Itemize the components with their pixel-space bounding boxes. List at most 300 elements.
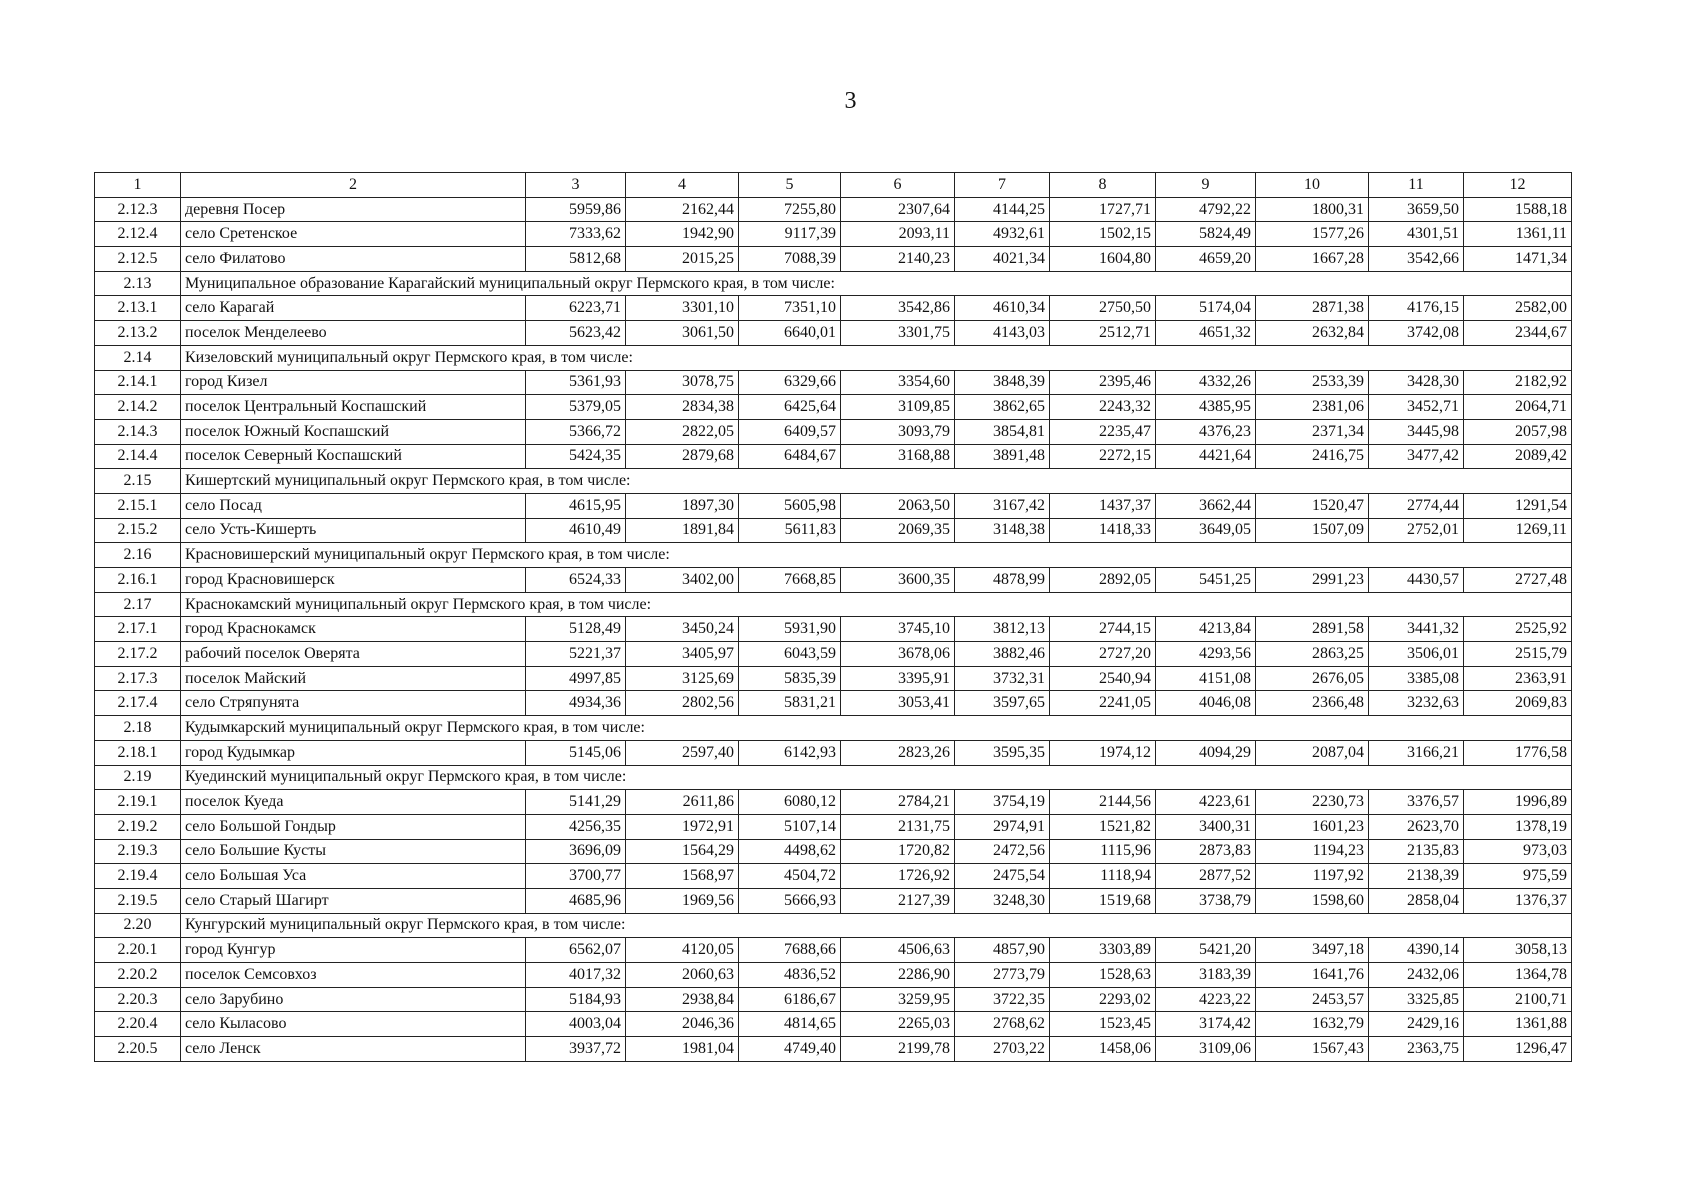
value-cell: 1507,09	[1256, 518, 1369, 543]
table-row	[95, 938, 1572, 963]
value-cell: 5835,39	[739, 666, 841, 691]
value-cell: 5623,42	[526, 321, 626, 346]
value-cell: 2750,50	[1050, 296, 1156, 321]
value-cell: 4836,52	[739, 963, 841, 988]
value-cell: 2515,79	[1464, 642, 1572, 667]
value-cell: 2784,21	[841, 790, 955, 815]
value-cell: 2046,36	[626, 1012, 739, 1037]
value-cell: 3477,42	[1369, 444, 1464, 469]
value-cell: 2087,04	[1256, 740, 1369, 765]
value-cell: 1197,92	[1256, 864, 1369, 889]
group-title: Куединский муниципальный округ Пермского края, в том числе:	[181, 765, 1572, 790]
value-cell: 3722,35	[955, 987, 1050, 1012]
value-cell: 4615,95	[526, 493, 626, 518]
row-code: 2.12.3	[95, 197, 181, 222]
value-cell: 3738,79	[1156, 888, 1256, 913]
value-cell: 4504,72	[739, 864, 841, 889]
row-name: поселок Майский	[181, 666, 526, 691]
value-cell: 1727,71	[1050, 197, 1156, 222]
value-cell: 3854,81	[955, 419, 1050, 444]
table-row	[95, 790, 1572, 815]
value-cell: 3742,08	[1369, 321, 1464, 346]
value-cell: 6524,33	[526, 568, 626, 593]
header-row	[95, 173, 1572, 198]
value-cell: 4934,36	[526, 691, 626, 716]
value-cell: 3450,24	[626, 617, 739, 642]
value-cell: 4685,96	[526, 888, 626, 913]
group-row	[95, 271, 1572, 296]
value-cell: 2344,67	[1464, 321, 1572, 346]
value-cell: 2015,25	[626, 247, 739, 272]
value-cell: 1897,30	[626, 493, 739, 518]
row-name: село Большие Кусты	[181, 839, 526, 864]
value-cell: 2768,62	[955, 1012, 1050, 1037]
value-cell: 3678,06	[841, 642, 955, 667]
column-header: 11	[1369, 173, 1464, 198]
value-cell: 3597,65	[955, 691, 1050, 716]
value-cell: 1523,45	[1050, 1012, 1156, 1037]
value-cell: 1194,23	[1256, 839, 1369, 864]
value-cell: 2863,25	[1256, 642, 1369, 667]
row-code: 2.19.1	[95, 790, 181, 815]
value-cell: 1118,94	[1050, 864, 1156, 889]
row-code: 2.14	[95, 345, 181, 370]
row-name: город Краснокамск	[181, 617, 526, 642]
row-name: село Старый Шагирт	[181, 888, 526, 913]
value-cell: 5184,93	[526, 987, 626, 1012]
value-cell: 4293,56	[1156, 642, 1256, 667]
value-cell: 2822,05	[626, 419, 739, 444]
value-cell: 4385,95	[1156, 395, 1256, 420]
value-cell: 1564,29	[626, 839, 739, 864]
value-cell: 1726,92	[841, 864, 955, 889]
table-row	[95, 395, 1572, 420]
value-cell: 1604,80	[1050, 247, 1156, 272]
table-row	[95, 493, 1572, 518]
value-cell: 2060,63	[626, 963, 739, 988]
value-cell: 3166,21	[1369, 740, 1464, 765]
value-cell: 4120,05	[626, 938, 739, 963]
table-row	[95, 1012, 1572, 1037]
row-name: город Кудымкар	[181, 740, 526, 765]
row-code: 2.17.1	[95, 617, 181, 642]
row-code: 2.13.1	[95, 296, 181, 321]
value-cell: 975,59	[1464, 864, 1572, 889]
value-cell: 5221,37	[526, 642, 626, 667]
value-cell: 4017,32	[526, 963, 626, 988]
value-cell: 2138,39	[1369, 864, 1464, 889]
value-cell: 5666,93	[739, 888, 841, 913]
value-cell: 1800,31	[1256, 197, 1369, 222]
value-cell: 2938,84	[626, 987, 739, 1012]
value-cell: 2366,48	[1256, 691, 1369, 716]
row-code: 2.20.4	[95, 1012, 181, 1037]
value-cell: 4046,08	[1156, 691, 1256, 716]
value-cell: 2063,50	[841, 493, 955, 518]
value-cell: 6484,67	[739, 444, 841, 469]
value-cell: 2057,98	[1464, 419, 1572, 444]
value-cell: 4376,23	[1156, 419, 1256, 444]
value-cell: 4814,65	[739, 1012, 841, 1037]
table-row	[95, 642, 1572, 667]
value-cell: 5366,72	[526, 419, 626, 444]
value-cell: 1296,47	[1464, 1037, 1572, 1062]
row-name: рабочий поселок Оверята	[181, 642, 526, 667]
value-cell: 3109,85	[841, 395, 955, 420]
table-row	[95, 197, 1572, 222]
value-cell: 2879,68	[626, 444, 739, 469]
value-cell: 3148,38	[955, 518, 1050, 543]
value-cell: 3109,06	[1156, 1037, 1256, 1062]
value-cell: 7351,10	[739, 296, 841, 321]
row-name: поселок Куеда	[181, 790, 526, 815]
value-cell: 1891,84	[626, 518, 739, 543]
value-cell: 3441,32	[1369, 617, 1464, 642]
group-title: Кунгурский муниципальный округ Пермского края, в том числе:	[181, 913, 1572, 938]
value-cell: 6562,07	[526, 938, 626, 963]
value-cell: 2823,26	[841, 740, 955, 765]
value-cell: 3745,10	[841, 617, 955, 642]
row-name: поселок Северный Коспашский	[181, 444, 526, 469]
value-cell: 4430,57	[1369, 568, 1464, 593]
value-cell: 2230,73	[1256, 790, 1369, 815]
value-cell: 6409,57	[739, 419, 841, 444]
value-cell: 4792,22	[1156, 197, 1256, 222]
table-row	[95, 691, 1572, 716]
row-name: поселок Семсовхоз	[181, 963, 526, 988]
row-name: село Посад	[181, 493, 526, 518]
column-header: 4	[626, 173, 739, 198]
table-row	[95, 568, 1572, 593]
value-cell: 3696,09	[526, 839, 626, 864]
value-cell: 4301,51	[1369, 222, 1464, 247]
value-cell: 9117,39	[739, 222, 841, 247]
value-cell: 3506,01	[1369, 642, 1464, 667]
row-name: село Карагай	[181, 296, 526, 321]
row-name: село Стряпунята	[181, 691, 526, 716]
value-cell: 7333,62	[526, 222, 626, 247]
row-code: 2.16.1	[95, 568, 181, 593]
value-cell: 2429,16	[1369, 1012, 1464, 1037]
table-row	[95, 740, 1572, 765]
value-cell: 4213,84	[1156, 617, 1256, 642]
row-name: село Сретенское	[181, 222, 526, 247]
value-cell: 7668,85	[739, 568, 841, 593]
value-cell: 3301,10	[626, 296, 739, 321]
value-cell: 3376,57	[1369, 790, 1464, 815]
row-name: город Кунгур	[181, 938, 526, 963]
value-cell: 2100,71	[1464, 987, 1572, 1012]
value-cell: 3732,31	[955, 666, 1050, 691]
value-cell: 4094,29	[1156, 740, 1256, 765]
value-cell: 2182,92	[1464, 370, 1572, 395]
group-title: Кудымкарский муниципальный округ Пермского края, в том числе:	[181, 716, 1572, 741]
value-cell: 2991,23	[1256, 568, 1369, 593]
column-header: 3	[526, 173, 626, 198]
value-cell: 1981,04	[626, 1037, 739, 1062]
value-cell: 2416,75	[1256, 444, 1369, 469]
value-cell: 1641,76	[1256, 963, 1369, 988]
table-row	[95, 444, 1572, 469]
row-code: 2.18.1	[95, 740, 181, 765]
page-number: 3	[844, 88, 857, 114]
value-cell: 1528,63	[1050, 963, 1156, 988]
value-cell: 2703,22	[955, 1037, 1050, 1062]
value-cell: 5831,21	[739, 691, 841, 716]
value-cell: 1291,54	[1464, 493, 1572, 518]
value-cell: 2243,32	[1050, 395, 1156, 420]
value-cell: 6223,71	[526, 296, 626, 321]
value-cell: 2089,42	[1464, 444, 1572, 469]
value-cell: 3183,39	[1156, 963, 1256, 988]
column-header: 9	[1156, 173, 1256, 198]
value-cell: 5959,86	[526, 197, 626, 222]
value-cell: 2873,83	[1156, 839, 1256, 864]
value-cell: 2363,91	[1464, 666, 1572, 691]
group-row	[95, 716, 1572, 741]
table-row	[95, 987, 1572, 1012]
value-cell: 3497,18	[1256, 938, 1369, 963]
value-cell: 4498,62	[739, 839, 841, 864]
table-body	[95, 197, 1572, 1061]
value-cell: 7688,66	[739, 938, 841, 963]
value-cell: 2597,40	[626, 740, 739, 765]
value-cell: 2127,39	[841, 888, 955, 913]
column-header: 5	[739, 173, 841, 198]
row-name: село Филатово	[181, 247, 526, 272]
value-cell: 3848,39	[955, 370, 1050, 395]
value-cell: 1471,34	[1464, 247, 1572, 272]
value-cell: 2381,06	[1256, 395, 1369, 420]
row-name: город Красновишерск	[181, 568, 526, 593]
value-cell: 7088,39	[739, 247, 841, 272]
table-row	[95, 296, 1572, 321]
value-cell: 5421,20	[1156, 938, 1256, 963]
row-code: 2.12.5	[95, 247, 181, 272]
value-cell: 4223,61	[1156, 790, 1256, 815]
value-cell: 3248,30	[955, 888, 1050, 913]
value-cell: 2432,06	[1369, 963, 1464, 988]
column-header: 10	[1256, 173, 1369, 198]
value-cell: 2064,71	[1464, 395, 1572, 420]
value-cell: 1364,78	[1464, 963, 1572, 988]
value-cell: 4659,20	[1156, 247, 1256, 272]
value-cell: 1577,26	[1256, 222, 1369, 247]
group-row	[95, 469, 1572, 494]
row-code: 2.20.5	[95, 1037, 181, 1062]
value-cell: 1519,68	[1050, 888, 1156, 913]
value-cell: 2632,84	[1256, 321, 1369, 346]
row-code: 2.16	[95, 543, 181, 568]
table-row	[95, 222, 1572, 247]
value-cell: 3428,30	[1369, 370, 1464, 395]
value-cell: 5379,05	[526, 395, 626, 420]
group-title: Кизеловский муниципальный округ Пермского края, в том числе:	[181, 345, 1572, 370]
row-code: 2.13	[95, 271, 181, 296]
value-cell: 1720,82	[841, 839, 955, 864]
value-cell: 2307,64	[841, 197, 955, 222]
value-cell: 1598,60	[1256, 888, 1369, 913]
row-code: 2.17.4	[95, 691, 181, 716]
row-code: 2.19	[95, 765, 181, 790]
value-cell: 5424,35	[526, 444, 626, 469]
value-cell: 2144,56	[1050, 790, 1156, 815]
group-title: Красновишерский муниципальный округ Пермского края, в том числе:	[181, 543, 1572, 568]
table-row	[95, 888, 1572, 913]
value-cell: 2512,71	[1050, 321, 1156, 346]
value-cell: 2727,20	[1050, 642, 1156, 667]
value-cell: 1972,91	[626, 814, 739, 839]
value-cell: 3891,48	[955, 444, 1050, 469]
value-cell: 3542,86	[841, 296, 955, 321]
value-cell: 3649,05	[1156, 518, 1256, 543]
row-code: 2.17	[95, 592, 181, 617]
value-cell: 5451,25	[1156, 568, 1256, 593]
value-cell: 3405,97	[626, 642, 739, 667]
value-cell: 2093,11	[841, 222, 955, 247]
value-cell: 2363,75	[1369, 1037, 1464, 1062]
value-cell: 4421,64	[1156, 444, 1256, 469]
value-cell: 4223,22	[1156, 987, 1256, 1012]
group-row	[95, 543, 1572, 568]
value-cell: 1776,58	[1464, 740, 1572, 765]
row-name: село Усть-Кишерть	[181, 518, 526, 543]
value-cell: 3053,41	[841, 691, 955, 716]
value-cell: 3395,91	[841, 666, 955, 691]
value-cell: 3700,77	[526, 864, 626, 889]
value-cell: 4610,34	[955, 296, 1050, 321]
column-header: 7	[955, 173, 1050, 198]
value-cell: 2892,05	[1050, 568, 1156, 593]
row-code: 2.14.3	[95, 419, 181, 444]
value-cell: 4932,61	[955, 222, 1050, 247]
row-name: поселок Южный Коспашский	[181, 419, 526, 444]
row-code: 2.15.1	[95, 493, 181, 518]
value-cell: 2802,56	[626, 691, 739, 716]
value-cell: 5812,68	[526, 247, 626, 272]
value-cell: 1996,89	[1464, 790, 1572, 815]
value-cell: 2131,75	[841, 814, 955, 839]
value-cell: 2858,04	[1369, 888, 1464, 913]
table-row	[95, 963, 1572, 988]
row-code: 2.19.2	[95, 814, 181, 839]
value-cell: 2293,02	[1050, 987, 1156, 1012]
value-cell: 4256,35	[526, 814, 626, 839]
value-cell: 3662,44	[1156, 493, 1256, 518]
value-cell: 4332,26	[1156, 370, 1256, 395]
value-cell: 1520,47	[1256, 493, 1369, 518]
column-header: 8	[1050, 173, 1156, 198]
table-row	[95, 1037, 1572, 1062]
value-cell: 2235,47	[1050, 419, 1156, 444]
value-cell: 2623,70	[1369, 814, 1464, 839]
value-cell: 2525,92	[1464, 617, 1572, 642]
value-cell: 6142,93	[739, 740, 841, 765]
value-cell: 4997,85	[526, 666, 626, 691]
value-cell: 3093,79	[841, 419, 955, 444]
group-title: Муниципальное образование Карагайский муниципальный округ Пермского края, в том числе:	[181, 271, 1572, 296]
row-code: 2.15	[95, 469, 181, 494]
column-header: 1	[95, 173, 181, 198]
value-cell: 2533,39	[1256, 370, 1369, 395]
value-cell: 4610,49	[526, 518, 626, 543]
value-cell: 7255,80	[739, 197, 841, 222]
value-cell: 2974,91	[955, 814, 1050, 839]
value-cell: 4003,04	[526, 1012, 626, 1037]
value-cell: 5128,49	[526, 617, 626, 642]
value-cell: 1632,79	[1256, 1012, 1369, 1037]
table-row	[95, 617, 1572, 642]
value-cell: 1269,11	[1464, 518, 1572, 543]
value-cell: 1567,43	[1256, 1037, 1369, 1062]
value-cell: 5145,06	[526, 740, 626, 765]
table-row	[95, 864, 1572, 889]
row-name: село Большая Уса	[181, 864, 526, 889]
tariff-table	[94, 172, 1572, 1062]
value-cell: 2286,90	[841, 963, 955, 988]
row-code: 2.14.2	[95, 395, 181, 420]
row-code: 2.14.4	[95, 444, 181, 469]
value-cell: 4144,25	[955, 197, 1050, 222]
value-cell: 6640,01	[739, 321, 841, 346]
value-cell: 1568,97	[626, 864, 739, 889]
value-cell: 2877,52	[1156, 864, 1256, 889]
value-cell: 1361,11	[1464, 222, 1572, 247]
value-cell: 4651,32	[1156, 321, 1256, 346]
value-cell: 2069,35	[841, 518, 955, 543]
value-cell: 3452,71	[1369, 395, 1464, 420]
group-row	[95, 913, 1572, 938]
value-cell: 4506,63	[841, 938, 955, 963]
value-cell: 2241,05	[1050, 691, 1156, 716]
row-code: 2.20	[95, 913, 181, 938]
value-cell: 2472,56	[955, 839, 1050, 864]
value-cell: 2891,58	[1256, 617, 1369, 642]
value-cell: 3078,75	[626, 370, 739, 395]
column-header: 12	[1464, 173, 1572, 198]
value-cell: 2069,83	[1464, 691, 1572, 716]
value-cell: 5824,49	[1156, 222, 1256, 247]
value-cell: 2162,44	[626, 197, 739, 222]
value-cell: 2582,00	[1464, 296, 1572, 321]
value-cell: 2395,46	[1050, 370, 1156, 395]
row-code: 2.19.4	[95, 864, 181, 889]
row-code: 2.20.3	[95, 987, 181, 1012]
value-cell: 2773,79	[955, 963, 1050, 988]
value-cell: 2727,48	[1464, 568, 1572, 593]
table-row	[95, 518, 1572, 543]
group-row	[95, 345, 1572, 370]
value-cell: 1418,33	[1050, 518, 1156, 543]
value-cell: 4143,03	[955, 321, 1050, 346]
value-cell: 1588,18	[1464, 197, 1572, 222]
value-cell: 2834,38	[626, 395, 739, 420]
group-title: Кишертский муниципальный округ Пермского края, в том числе:	[181, 469, 1572, 494]
value-cell: 1974,12	[1050, 740, 1156, 765]
value-cell: 5361,93	[526, 370, 626, 395]
value-cell: 1942,90	[626, 222, 739, 247]
value-cell: 1667,28	[1256, 247, 1369, 272]
row-code: 2.20.2	[95, 963, 181, 988]
value-cell: 3812,13	[955, 617, 1050, 642]
value-cell: 6329,66	[739, 370, 841, 395]
row-code: 2.17.3	[95, 666, 181, 691]
value-cell: 2676,05	[1256, 666, 1369, 691]
row-code: 2.13.2	[95, 321, 181, 346]
value-cell: 3168,88	[841, 444, 955, 469]
row-name: село Ленск	[181, 1037, 526, 1062]
row-code: 2.19.5	[95, 888, 181, 913]
